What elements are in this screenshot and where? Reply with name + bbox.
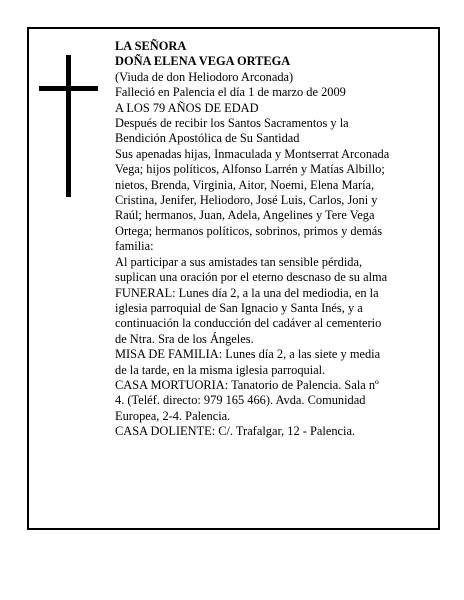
text-line: nietos, Brenda, Virginia, Aitor, Noemi, Elena María, bbox=[115, 177, 375, 192]
text-line: Europea, 2-4. Palencia. bbox=[115, 408, 231, 423]
text-line: Ortega; hermanos políticos, sobrinos, primos y demás bbox=[115, 223, 383, 238]
text-line: familia: bbox=[115, 239, 154, 254]
text-line: Sus apenadas hijas, Inmaculada y Montserrat Arconada bbox=[115, 146, 390, 161]
text-line: Después de recibir los Santos Sacramentos y la bbox=[115, 116, 349, 131]
text-line: de la tarde, en la misma iglesia parroquial. bbox=[115, 362, 326, 377]
death-date: Falleció en Palencia el día 1 de marzo de 2009 bbox=[115, 85, 346, 100]
age-line: A LOS 79 AÑOS DE EDAD bbox=[115, 100, 259, 115]
text-line: MISA DE FAMILIA: Lunes día 2, a las siete y media bbox=[115, 347, 381, 362]
text-line: Raúl; hermanos, Juan, Adela, Angelines y Tere Vega bbox=[115, 208, 375, 223]
text-line: iglesia parroquial de San Ignacio y Santa Inés, y a bbox=[115, 300, 363, 315]
family-mass-block bbox=[115, 347, 425, 378]
text-line: de Ntra. Sra de los Ángeles. bbox=[115, 331, 254, 346]
widow-of: (Viuda de don Heliodoro Arconada) bbox=[115, 69, 294, 84]
deceased-name: DOÑA ELENA VEGA ORTEGA bbox=[115, 54, 291, 69]
text-line: Al participar a sus amistades tan sensible pérdida, bbox=[115, 254, 363, 269]
text-line: suplican una oración por el eterno descnaso de su alma bbox=[115, 270, 388, 285]
sacraments-block bbox=[115, 116, 425, 147]
text-line: CASA MORTUORIA: Tanatorio de Palencia. Sala nº bbox=[115, 377, 379, 392]
cross-icon-crossbar bbox=[39, 86, 98, 91]
text-line: Cristina, Jenifer, Heliodoro, José Luis, Carlos, Joni y bbox=[115, 193, 378, 208]
text-line: Bendición Apostólica de Su Santidad bbox=[115, 131, 300, 146]
family-block bbox=[115, 147, 425, 255]
funeral-block bbox=[115, 286, 425, 348]
text-line: FUNERAL: Lunes día 2, a la una del mediodia, en la bbox=[115, 285, 379, 300]
mortuary-block bbox=[115, 378, 425, 424]
cross-icon bbox=[66, 55, 71, 197]
request-block bbox=[115, 255, 425, 286]
grieving-home: CASA DOLIENTE: C/. Trafalgar, 12 - Palencia. bbox=[115, 424, 356, 439]
text-line: Vega; hijos políticos, Alfonso Larrén y Matías Albillo; bbox=[115, 162, 385, 177]
text-line: 4. (Teléf. directo: 979 165 466). Avda. Comunidad bbox=[115, 393, 366, 408]
obituary-text bbox=[115, 39, 425, 440]
title-line-1: LA SEÑORA bbox=[115, 39, 187, 53]
text-line: continuación la conducción del cadáver al cementerio bbox=[115, 316, 382, 331]
